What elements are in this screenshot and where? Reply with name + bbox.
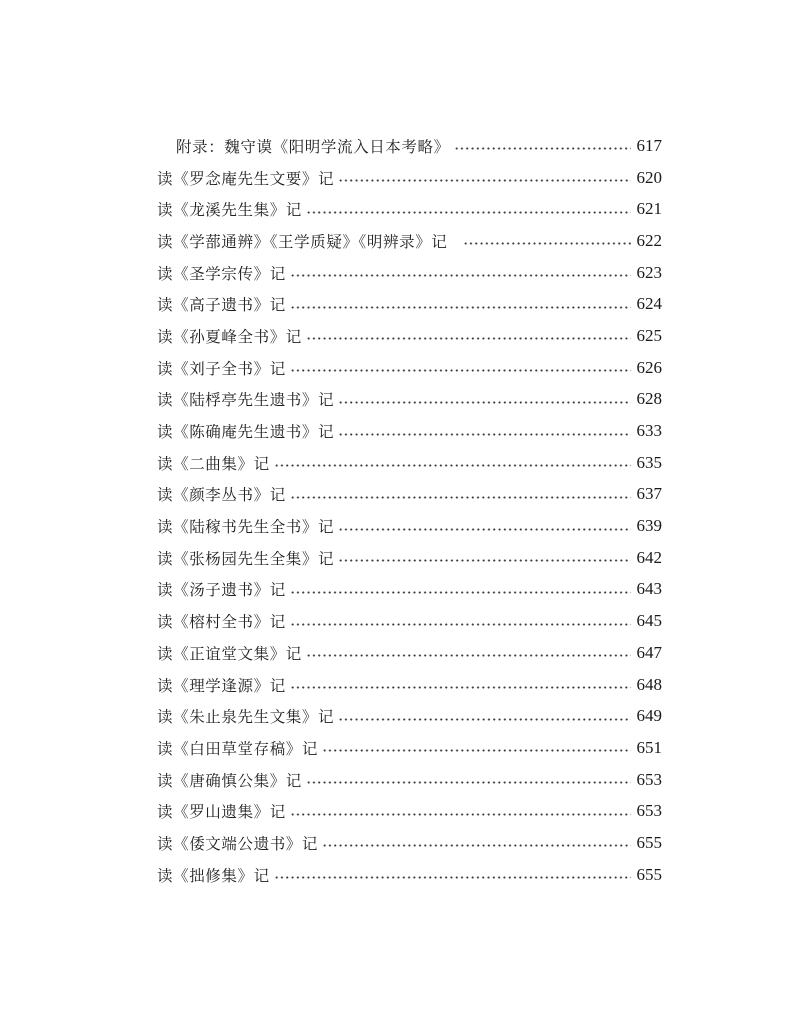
toc-dot-leader	[454, 147, 631, 150]
toc-entry-title: 读《正谊堂文集》记	[157, 644, 302, 663]
toc-dot-leader	[290, 686, 631, 689]
toc-entry-title: 读《学蔀通辨》《王学质疑》《明辨录》记	[157, 232, 448, 251]
toc-page-number: 648	[636, 674, 662, 694]
toc-page-number: 635	[636, 452, 662, 472]
toc-dot-leader	[290, 813, 631, 816]
toc-entry	[157, 384, 662, 416]
toc-dot-leader	[306, 337, 631, 340]
toc-entry-title: 读《张杨园先生全集》记	[157, 549, 335, 568]
toc-page-number: 628	[636, 389, 662, 409]
toc-dot-leader	[322, 749, 630, 752]
toc-page-number: 655	[636, 864, 662, 884]
table-of-contents	[157, 130, 662, 891]
toc-page-number: 626	[636, 357, 662, 377]
toc-page-number: 649	[636, 706, 662, 726]
toc-dot-leader	[338, 559, 630, 562]
toc-entry	[157, 320, 662, 352]
toc-entry	[157, 162, 662, 194]
toc-dot-leader	[274, 464, 631, 467]
toc-dot-leader	[322, 844, 630, 847]
toc-entry-title: 读《刘子全书》记	[157, 359, 286, 378]
toc-page-number: 642	[636, 547, 662, 567]
toc-entry-title: 读《高子遗书》记	[157, 296, 286, 315]
toc-entry-title: 读《汤子遗书》记	[157, 581, 286, 600]
toc-page-number: 623	[636, 262, 662, 282]
toc-entry-title: 读《朱止泉先生文集》记	[157, 708, 335, 727]
toc-page-number: 643	[636, 579, 662, 599]
toc-entry	[157, 288, 662, 320]
toc-entry	[157, 225, 662, 257]
toc-page-number: 653	[636, 769, 662, 789]
toc-dot-leader	[338, 179, 630, 182]
toc-entry-title: 附录：魏守谟《阳明学流入日本考略》	[176, 137, 450, 156]
toc-page-number: 637	[636, 484, 662, 504]
toc-entry-title: 读《唐确慎公集》记	[157, 771, 302, 790]
toc-page-number: 622	[636, 230, 662, 250]
toc-entry	[157, 764, 662, 796]
toc-dot-leader	[290, 591, 631, 594]
toc-entry-title: 读《陈确庵先生遗书》记	[157, 423, 335, 442]
toc-page-number: 651	[636, 737, 662, 757]
toc-page-number: 625	[636, 325, 662, 345]
toc-entry	[157, 669, 662, 701]
toc-dot-leader	[274, 876, 631, 879]
toc-dot-leader	[306, 654, 631, 657]
toc-entry	[157, 479, 662, 511]
toc-entry	[157, 605, 662, 637]
toc-page-number: 639	[636, 516, 662, 536]
toc-entry-title: 读《陆稼书先生全书》记	[157, 518, 335, 537]
toc-entry-title: 读《倭文端公遗书》记	[157, 834, 319, 853]
toc-entry	[157, 510, 662, 542]
toc-dot-leader	[290, 369, 631, 372]
toc-page-number: 647	[636, 642, 662, 662]
toc-entry	[157, 700, 662, 732]
toc-entry	[157, 574, 662, 606]
toc-entry-title: 读《白田草堂存稿》记	[157, 739, 319, 758]
toc-entry	[157, 542, 662, 574]
toc-dot-leader	[306, 211, 631, 214]
toc-dot-leader	[290, 306, 631, 309]
toc-entry	[157, 859, 662, 891]
toc-dot-leader	[306, 781, 631, 784]
toc-entry	[157, 257, 662, 289]
toc-dot-leader	[338, 718, 630, 721]
toc-entry	[157, 193, 662, 225]
toc-dot-leader	[290, 623, 631, 626]
toc-entry-title: 读《二曲集》记	[157, 454, 270, 473]
toc-entry	[157, 732, 662, 764]
toc-page-number: 633	[636, 421, 662, 441]
toc-dot-leader	[338, 401, 630, 404]
toc-entry-title: 读《拙修集》记	[157, 866, 270, 885]
toc-page-number: 653	[636, 801, 662, 821]
toc-dot-leader	[290, 274, 631, 277]
toc-dot-leader	[290, 496, 631, 499]
toc-entry-title: 读《龙溪先生集》记	[157, 201, 302, 220]
toc-entry	[157, 415, 662, 447]
toc-page-number: 617	[636, 135, 662, 155]
toc-entry-title: 读《颜李丛书》记	[157, 486, 286, 505]
toc-entry-title: 读《榕村全书》记	[157, 613, 286, 632]
toc-entry-title: 读《圣学宗传》记	[157, 264, 286, 283]
toc-dot-leader	[463, 242, 630, 245]
toc-entry-appendix	[157, 130, 662, 162]
toc-entry-title: 读《理学逢源》记	[157, 676, 286, 695]
toc-page-number: 621	[636, 199, 662, 219]
toc-dot-leader	[338, 433, 630, 436]
toc-entry-title: 读《罗山遗集》记	[157, 803, 286, 822]
toc-dot-leader	[338, 528, 630, 531]
toc-entry-title: 读《陆桴亭先生遗书》记	[157, 391, 335, 410]
toc-entry	[157, 637, 662, 669]
toc-page-number: 620	[636, 167, 662, 187]
toc-page-number: 645	[636, 611, 662, 631]
toc-entry	[157, 352, 662, 384]
toc-entry-title: 读《孙夏峰全书》记	[157, 327, 302, 346]
toc-page-number: 655	[636, 832, 662, 852]
toc-page-number: 624	[636, 294, 662, 314]
toc-entry-title: 读《罗念庵先生文要》记	[157, 169, 335, 188]
toc-entry	[157, 795, 662, 827]
toc-entry	[157, 447, 662, 479]
toc-entry	[157, 827, 662, 859]
